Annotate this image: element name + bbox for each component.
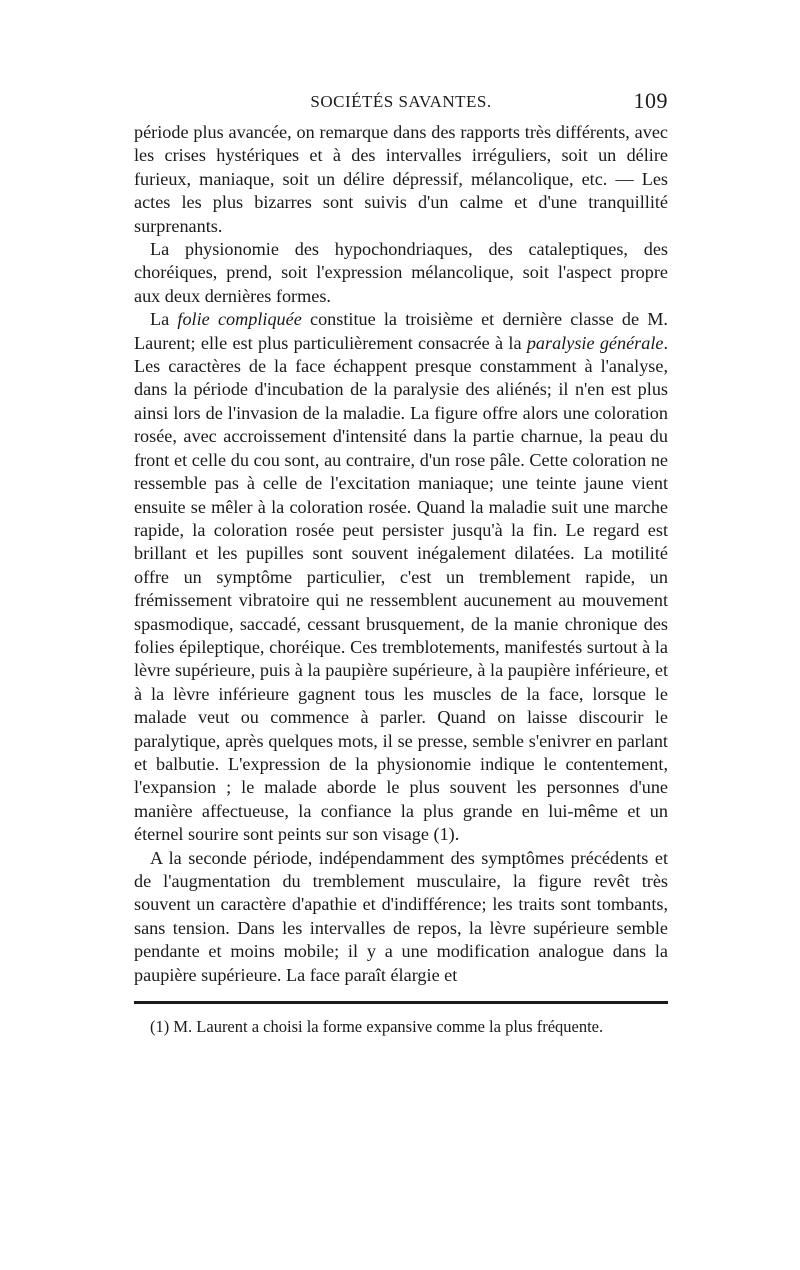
running-title: SOCIÉTÉS SAVANTES. bbox=[310, 92, 492, 111]
book-page bbox=[134, 88, 668, 1054]
paragraph: période plus avancée, on remarque dans des rapports très différents, avec les crises hystériques et à des intervalles irréguliers, soit un délire furieux, maniaque, soit un délire dépressif, mélancolique, etc. — Les actes les plus bizarres sont suivis d'un calme et d'une tranquillité surprenants. bbox=[134, 122, 668, 236]
paragraph-middle: constitue la troisième et dernière classe de M. Laurent; elle est plus particulièrement consacrée à la bbox=[134, 309, 668, 353]
body-text bbox=[134, 121, 668, 987]
footnote: (1) M. Laurent a choisi la forme expansive comme la plus fréquente. bbox=[150, 1017, 604, 1037]
page-header bbox=[134, 88, 668, 118]
italic-term: paralysie générale bbox=[526, 332, 664, 353]
page-number: 109 bbox=[633, 88, 668, 113]
paragraph: La physionomie des hypochondriaques, des cataleptiques, des choréiques, prend, soit l'expression mélancolique, soit l'aspect propre aux deux dernières formes. bbox=[134, 239, 668, 306]
paragraph-lead: La bbox=[150, 309, 178, 330]
paragraph-rest: . Les caractères de la face échappent presque constamment à l'analyse, dans la période d'incubation de la paralysie des aliénés; il n'en est plus ainsi lors de l'invasion de la maladie. La figure offre alors une coloration rosée, avec accroissement d'intensité dans la partie charnue, la peau du front et celle du cou sont, au contraire, d'un rose pâle. Cette coloration ne ressemble pas à celle de l'excitation maniaque; une teinte jaune vient ensuite se mêler à la coloration rosée. Quand la maladie suit une marche rapide, la coloration rosée peut persister jusqu'à la fin. Le regard est brillant et les pupilles sont souvent inégalement dilatées. La motilité offre un symptôme particulier, c'est un tremblement rapide, un frémissement vibratoire qui ne ressemblent aucunement au mouvement spasmodique, saccadé, cessant brusquement, de la manie chronique des folies épileptique, choréique. Ces tremblotements, manifestés surtout à la lèvre supérieure, puis à la paupière supérieure, à la paupière inférieure, et à la lèvre inférieure gagnent tous les muscles de la face, lorsque le malade veut ou commence à parler. Quand on laisse discourir le paralytique, après quelques mots, il se presse, semble s'enivrer en parlant et balbutie. L'expression de la physionomie indique le contentement, l'expansion ; le malade aborde le plus souvent les personnes d'une manière affectueuse, la confiance la plus grande en lui-même et un éternel sourire sont peints sur son visage (1). bbox=[134, 332, 668, 845]
footnote-rule bbox=[134, 1001, 668, 1004]
italic-term: folie compliquée bbox=[177, 309, 302, 330]
paragraph: A la seconde période, indépendamment des symptômes précédents et de l'augmentation du tremblement musculaire, la figure revêt très souvent un caractère d'apathie et d'indifférence; les traits sont tombants, sans tension. Dans les intervalles de repos, la lèvre supérieure semble pendante et moins mobile; il y a une modification analogue dans la paupière supérieure. La face paraît élargie et bbox=[134, 847, 668, 985]
paragraph bbox=[134, 308, 668, 846]
